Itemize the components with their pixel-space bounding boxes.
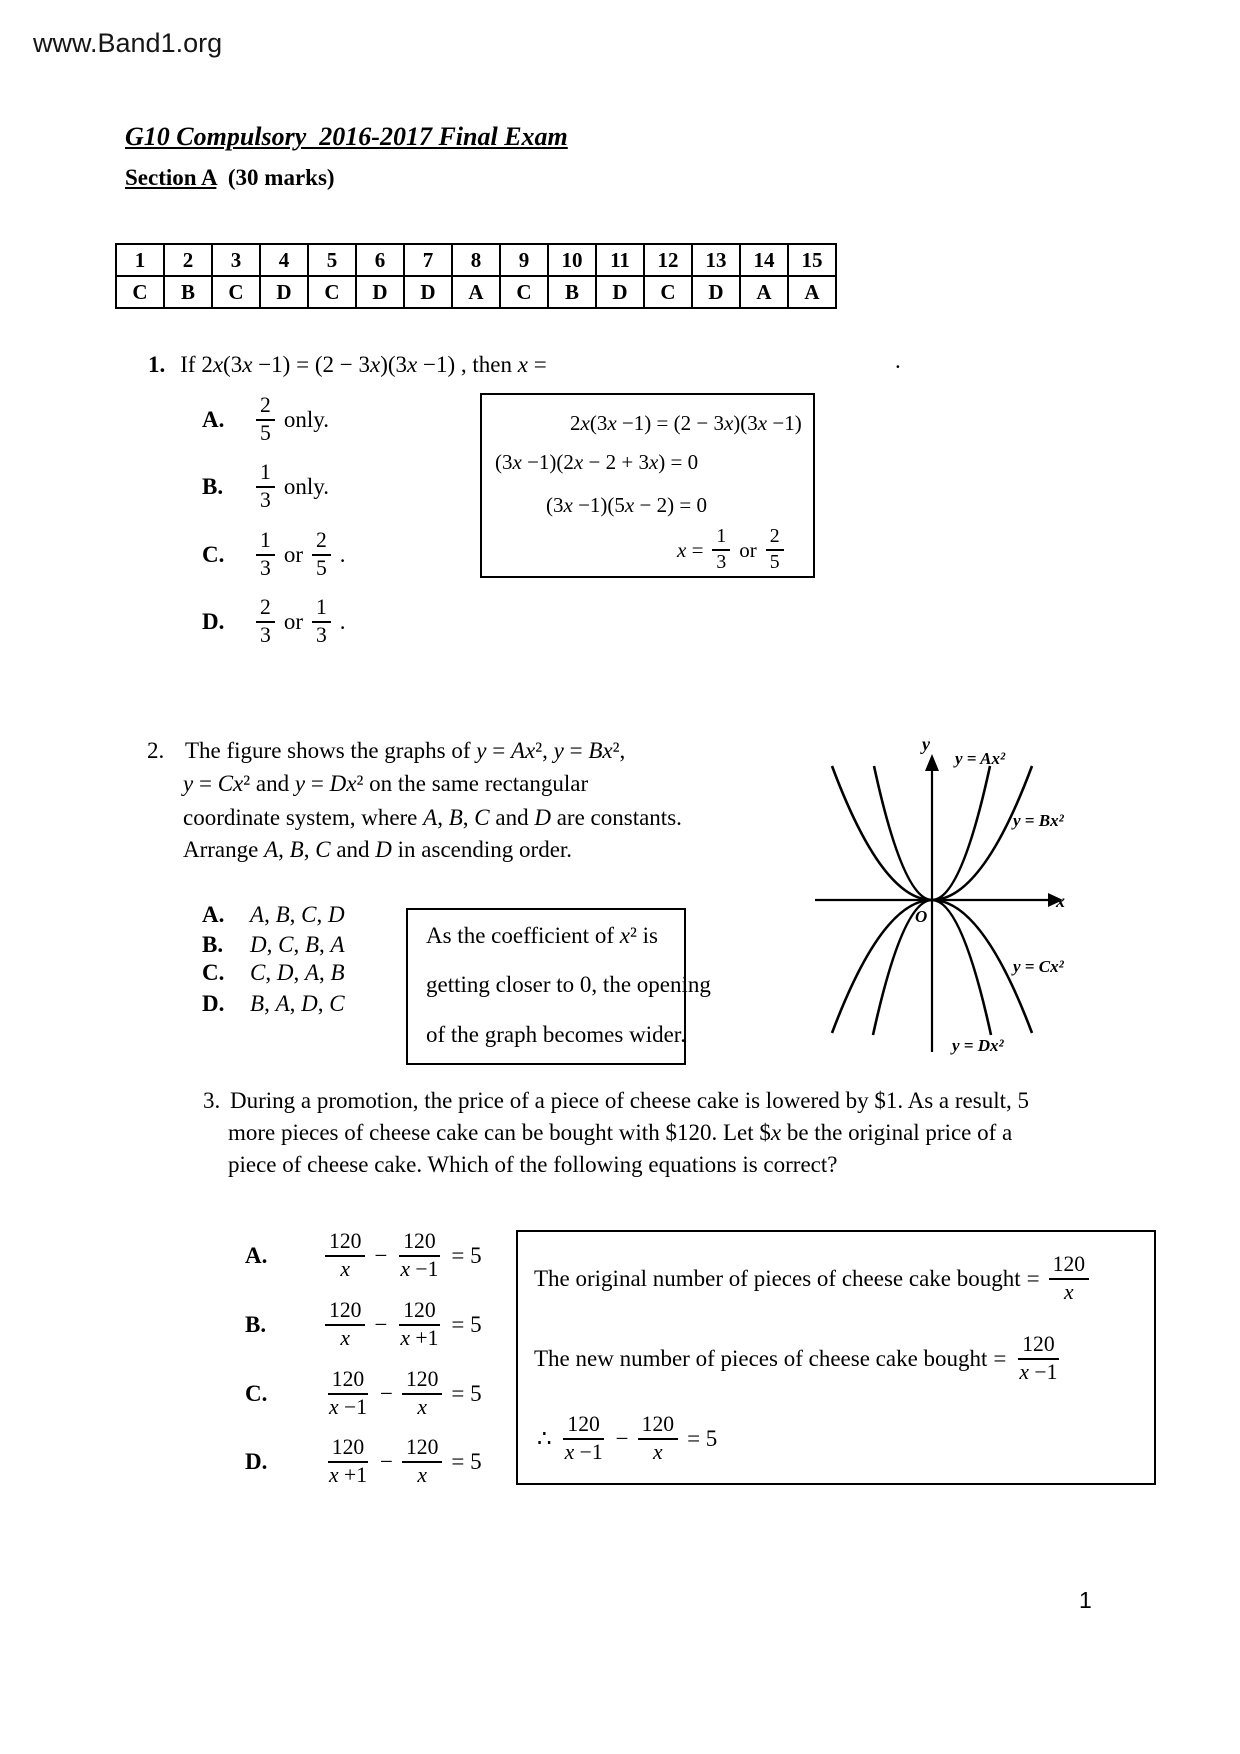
fraction: $\frac{2}{3}$ xyxy=(256,596,275,648)
curve-c-label: y = Cx² xyxy=(1013,957,1064,976)
q1-option-d-content: $\frac{2}{3}$ or $\frac{1}{3}$ . xyxy=(250,596,349,648)
q1-number: 1. xyxy=(148,352,166,377)
q2-option-d-content: B, A, D, C xyxy=(250,991,345,1016)
answer-key-table xyxy=(115,243,837,309)
curve-a-label: y = Ax² xyxy=(955,749,1006,768)
answer-number-cell: 4 xyxy=(260,244,308,276)
y-axis-label: y xyxy=(922,734,930,754)
q1-option-a-content: $\frac{2}{5}$ only. xyxy=(250,394,332,446)
answer-number-cell: 12 xyxy=(644,244,692,276)
q3-option-b-label: B. xyxy=(245,1312,267,1337)
answer-letter-cell: D xyxy=(260,276,308,308)
q1-option-d-label: D. xyxy=(202,609,225,634)
fraction: $\frac{120}{x +1}$ xyxy=(400,1298,439,1350)
fraction: $\frac{1}{3}$ xyxy=(712,526,730,573)
answer-letter-cell: A xyxy=(740,276,788,308)
fraction: $\frac{120}{x -1}$ xyxy=(329,1367,367,1419)
q2-option-b-content: D, C, B, A xyxy=(250,932,345,957)
q2-note-line-1: As the coefficient of x² is xyxy=(426,923,658,948)
fraction: $\frac{1}{3}$ xyxy=(312,596,331,648)
fraction: $\frac{120}{x}$ xyxy=(402,1368,442,1420)
q3-number: 3. xyxy=(203,1088,221,1113)
answer-letter-cell: B xyxy=(164,276,212,308)
q1-option-c-label: C. xyxy=(202,542,225,567)
answer-number-cell: 14 xyxy=(740,244,788,276)
fraction: $\frac{120}{x -1}$ xyxy=(564,1412,603,1464)
parabola-figure xyxy=(810,730,1085,1060)
q2-option-c xyxy=(202,960,345,986)
answer-letter-cell: B xyxy=(548,276,596,308)
answer-letter-cell: D xyxy=(404,276,452,308)
q3-prompt-line-3: piece of cheese cake. Which of the following equations is correct? xyxy=(228,1152,838,1177)
fraction: $\frac{120}{x}$ xyxy=(325,1299,365,1351)
q1-option-d xyxy=(202,594,349,650)
q1-option-b-content: $\frac{1}{3}$ only. xyxy=(250,461,332,513)
q3-option-d xyxy=(245,1430,485,1494)
fraction: $\frac{120}{x}$ xyxy=(325,1230,365,1282)
q2-option-c-content: C, D, A, B xyxy=(250,960,345,985)
answer-number-cell: 13 xyxy=(692,244,740,276)
fraction: $\frac{120}{x}$ xyxy=(1049,1253,1089,1305)
fraction: $\frac{1}{3}$ xyxy=(256,461,275,513)
q2-prompt-line-1: The figure shows the graphs of y = Ax², y = Bx², xyxy=(185,738,626,763)
q2-option-c-label: C. xyxy=(202,960,225,985)
fraction: $\frac{120}{x}$ xyxy=(638,1413,678,1465)
fraction: $\frac{120}{x +1}$ xyxy=(329,1435,367,1487)
answer-letter-cell: C xyxy=(308,276,356,308)
q2-option-b xyxy=(202,932,345,958)
q3-solution-line-1: The original number of pieces of cheese cake bought = $\frac{120}{x}$ xyxy=(531,1249,1095,1309)
section-name: Section A xyxy=(125,165,217,190)
answer-number-cell: 2 xyxy=(164,244,212,276)
q1-option-a xyxy=(202,392,332,448)
q2-option-d xyxy=(202,991,345,1017)
q3-option-b-content: $\frac{120}{x}$ − $\frac{120}{x +1}$ = 5 xyxy=(319,1299,485,1351)
q3-solution-line-3: ∴ $\frac{120}{x -1}$ − $\frac{120}{x}$ = 5 xyxy=(537,1412,718,1464)
q3-option-c xyxy=(245,1362,485,1426)
section-marks: (30 marks) xyxy=(216,165,335,190)
q1-prompt-text: If 2x(3x −1) = (2 − 3x)(3x −1) , then x = xyxy=(180,352,547,377)
answer-letter-cell: D xyxy=(596,276,644,308)
q2-prompt-line-2: y = Cx² and y = Dx² on the same rectangular xyxy=(183,771,589,796)
site-watermark: www.Band1.org xyxy=(33,28,223,58)
exam-title: G10 Compulsory 2016-2017 Final Exam xyxy=(125,122,568,151)
fraction: $\frac{2}{5}$ xyxy=(256,394,275,446)
q3-option-c-label: C. xyxy=(245,1381,268,1406)
q1-prompt xyxy=(148,352,547,378)
fraction: $\frac{1}{3}$ xyxy=(256,529,275,581)
answer-number-cell: 5 xyxy=(308,244,356,276)
q2-option-b-label: B. xyxy=(202,932,224,957)
answer-number-cell: 15 xyxy=(788,244,836,276)
answer-number-cell: 9 xyxy=(500,244,548,276)
answer-number-cell: 8 xyxy=(452,244,500,276)
answer-letter-cell: D xyxy=(692,276,740,308)
q1-margin-dot: . xyxy=(895,348,901,373)
answer-number-row xyxy=(116,244,836,276)
fraction: $\frac{120}{x -1}$ xyxy=(1019,1332,1058,1384)
q3-option-a xyxy=(245,1224,485,1288)
q3-prompt-line-2: more pieces of cheese cake can be bought with $120. Let $x be the original price of a xyxy=(228,1120,1013,1145)
answer-letter-row xyxy=(116,276,836,308)
answer-number-cell: 11 xyxy=(596,244,644,276)
curve-b-label: y = Bx² xyxy=(1013,811,1064,830)
q3-option-a-label: A. xyxy=(245,1243,268,1268)
page-number: 1 xyxy=(1079,1587,1092,1613)
q1-solution-box xyxy=(480,393,815,578)
fraction: $\frac{120}{x -1}$ xyxy=(400,1229,439,1281)
q2-option-a-label: A. xyxy=(202,902,225,927)
q2-note-line-2: getting closer to 0, the opening xyxy=(426,972,711,997)
q3-option-c-content: $\frac{120}{x -1}$ − $\frac{120}{x}$ = 5 xyxy=(319,1368,485,1420)
q2-option-d-label: D. xyxy=(202,991,225,1016)
q2-number: 2. xyxy=(147,738,165,763)
q2-prompt-line-4: Arrange A, B, C and D in ascending order. xyxy=(183,837,573,862)
q2-note-line-3: of the graph becomes wider. xyxy=(426,1022,686,1047)
answer-letter-cell: C xyxy=(644,276,692,308)
q2-prompt-line-3: coordinate system, where A, B, C and D are constants. xyxy=(183,805,682,830)
answer-letter-cell: C xyxy=(212,276,260,308)
q1-option-b xyxy=(202,459,332,515)
section-heading xyxy=(125,165,335,191)
fraction: $\frac{120}{x}$ xyxy=(402,1436,442,1488)
answer-number-cell: 6 xyxy=(356,244,404,276)
q3-option-b xyxy=(245,1293,485,1357)
q1-option-c xyxy=(202,527,349,583)
y-axis-arrow-icon xyxy=(925,754,939,771)
q1-solution-line-4: x = $\frac{1}{3}$ or $\frac{2}{5}$ xyxy=(674,525,790,575)
q3-option-d-label: D. xyxy=(245,1449,268,1474)
answer-number-cell: 7 xyxy=(404,244,452,276)
answer-letter-cell: A xyxy=(452,276,500,308)
fraction: $\frac{2}{5}$ xyxy=(766,526,784,573)
answer-number-cell: 1 xyxy=(116,244,164,276)
q3-option-a-content: $\frac{120}{x}$ − $\frac{120}{x -1}$ = 5 xyxy=(319,1230,485,1282)
q2-note-box xyxy=(406,908,711,1065)
q3-option-d-content: $\frac{120}{x +1}$ − $\frac{120}{x}$ = 5 xyxy=(319,1436,485,1488)
q1-solution-line-3: (3x −1)(5x − 2) = 0 xyxy=(546,493,707,517)
fraction: $\frac{2}{5}$ xyxy=(312,529,331,581)
answer-letter-cell: D xyxy=(356,276,404,308)
origin-label: O xyxy=(915,907,928,926)
x-axis-label: x xyxy=(1056,891,1065,911)
curve-d-label: y = Dx² xyxy=(952,1036,1004,1055)
answer-letter-cell: C xyxy=(116,276,164,308)
answer-number-cell: 10 xyxy=(548,244,596,276)
answer-letter-cell: C xyxy=(500,276,548,308)
q1-solution-line-2: (3x −1)(2x − 2 + 3x) = 0 xyxy=(495,450,699,474)
q3-prompt-line-1: During a promotion, the price of a piece of cheese cake is lowered by $1. As a result, 5 xyxy=(230,1088,1029,1113)
q3-solution-line-2: The new number of pieces of cheese cake bought = $\frac{120}{x -1}$ xyxy=(531,1329,1067,1389)
q1-solution-line-1: 2x(3x −1) = (2 − 3x)(3x −1) xyxy=(570,411,802,435)
answer-letter-cell: A xyxy=(788,276,836,308)
q2-option-a xyxy=(202,902,345,928)
q3-solution-box xyxy=(516,1230,1156,1485)
q1-option-b-label: B. xyxy=(202,474,224,499)
answer-number-cell: 3 xyxy=(212,244,260,276)
q2-option-a-content: A, B, C, D xyxy=(250,902,345,927)
q1-option-a-label: A. xyxy=(202,407,225,432)
q1-option-c-content: $\frac{1}{3}$ or $\frac{2}{5}$ . xyxy=(250,529,349,581)
